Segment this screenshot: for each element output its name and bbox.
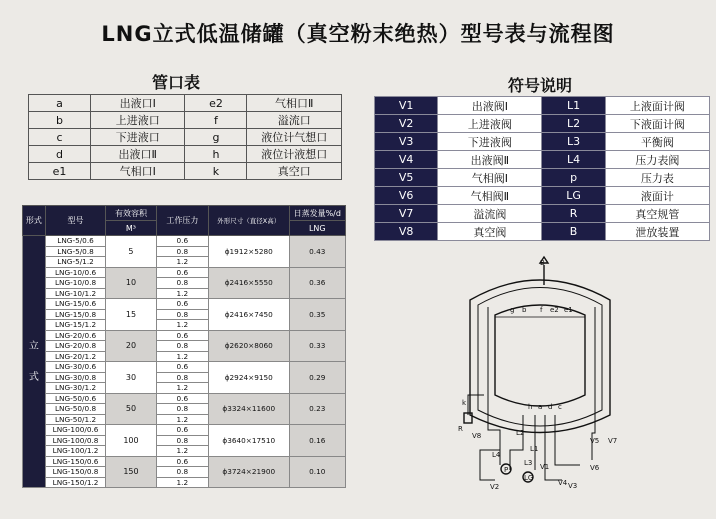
pressure-cell: 1.2 xyxy=(156,288,208,299)
symbol-name: 出液阀Ⅱ xyxy=(438,151,542,169)
pressure-cell: 0.8 xyxy=(156,246,208,257)
evap-cell: 0.23 xyxy=(289,393,345,425)
model-name: LNG-5/0.8 xyxy=(45,246,105,257)
pipe-code: d xyxy=(29,146,91,163)
label-c: c xyxy=(558,403,562,411)
evap-cell: 0.35 xyxy=(289,299,345,331)
size-cell: ϕ2620×8060 xyxy=(208,330,289,362)
size-cell: ϕ3640×17510 xyxy=(208,425,289,457)
volume-cell: 20 xyxy=(106,330,156,362)
symbol-code: V3 xyxy=(375,133,438,151)
symbol-name: 压力表 xyxy=(605,169,709,187)
evap-cell: 0.33 xyxy=(289,330,345,362)
size-cell: ϕ2416×5550 xyxy=(208,267,289,299)
symbol-code: V6 xyxy=(375,187,438,205)
pressure-cell: 0.8 xyxy=(156,372,208,383)
symbol-code: L4 xyxy=(542,151,605,169)
header-volume-unit: M³ xyxy=(106,221,156,236)
symbol-row xyxy=(375,133,710,151)
label-V4: V4 xyxy=(558,479,568,487)
volume-cell: 15 xyxy=(106,299,156,331)
symbol-code: p xyxy=(542,169,605,187)
header-pressure: 工作压力 xyxy=(156,206,208,236)
pipe-code: h xyxy=(185,146,247,163)
symbol-code: L3 xyxy=(542,133,605,151)
pipe-name: 液位计气想口 xyxy=(247,129,342,146)
pipe-name: 上进液口 xyxy=(90,112,185,129)
pressure-cell: 1.2 xyxy=(156,446,208,457)
pipe-table-heading: 管口表 xyxy=(152,73,201,92)
symbol-name: 真空规管 xyxy=(605,205,709,223)
pipe-row xyxy=(29,146,342,163)
symbol-row xyxy=(375,151,710,169)
model-name: LNG-20/1.2 xyxy=(45,351,105,362)
symbol-name: 气相阀Ⅱ xyxy=(438,187,542,205)
pressure-cell: 1.2 xyxy=(156,414,208,425)
pipe-name: 气相口Ⅰ xyxy=(90,163,185,180)
model-name: LNG-20/0.6 xyxy=(45,330,105,341)
pipe-row xyxy=(29,112,342,129)
symbol-name: 出液阀Ⅰ xyxy=(438,97,542,115)
label-V1: V1 xyxy=(540,463,550,471)
label-h: h xyxy=(528,403,533,411)
model-row xyxy=(23,267,346,278)
model-name: LNG-5/0.6 xyxy=(45,236,105,247)
pipe-code: g xyxy=(185,129,247,146)
size-cell: ϕ2416×7450 xyxy=(208,299,289,331)
model-name: LNG-10/0.6 xyxy=(45,267,105,278)
label-L2: L2 xyxy=(516,429,525,437)
pipe-row xyxy=(29,95,342,112)
model-name: LNG-15/1.2 xyxy=(45,320,105,331)
symbol-code: V1 xyxy=(375,97,438,115)
model-name: LNG-100/0.6 xyxy=(45,425,105,436)
label-V3: V3 xyxy=(568,482,578,490)
model-name: LNG-5/1.2 xyxy=(45,257,105,268)
pressure-cell: 0.6 xyxy=(156,299,208,310)
pressure-cell: 0.6 xyxy=(156,425,208,436)
label-e2: e2 xyxy=(550,306,559,314)
pressure-cell: 0.8 xyxy=(156,278,208,289)
model-name: LNG-150/0.6 xyxy=(45,456,105,467)
label-V2: V2 xyxy=(490,483,500,491)
header-evap-sub: LNG xyxy=(289,221,345,236)
header-model: 型号 xyxy=(45,206,105,236)
label-P: P xyxy=(504,466,509,474)
pressure-cell: 1.2 xyxy=(156,320,208,331)
symbol-name: 液面计 xyxy=(605,187,709,205)
pipe-table xyxy=(28,94,342,180)
evap-cell: 0.29 xyxy=(289,362,345,394)
model-row xyxy=(23,456,346,467)
model-row xyxy=(23,362,346,373)
label-V6: V6 xyxy=(590,464,600,472)
symbol-name: 气相阀Ⅰ xyxy=(438,169,542,187)
symbol-row xyxy=(375,97,710,115)
symbol-name: 上进液阀 xyxy=(438,115,542,133)
pressure-cell: 1.2 xyxy=(156,477,208,488)
pressure-cell: 1.2 xyxy=(156,383,208,394)
symbol-row xyxy=(375,169,710,187)
symbol-row xyxy=(375,115,710,133)
label-B: B xyxy=(540,259,545,267)
symbol-code: V5 xyxy=(375,169,438,187)
symbol-code: B xyxy=(542,223,605,241)
symbol-code: V2 xyxy=(375,115,438,133)
pipe-code: e2 xyxy=(185,95,247,112)
pressure-cell: 0.6 xyxy=(156,236,208,247)
pipe-name: 出液口Ⅱ xyxy=(90,146,185,163)
model-name: LNG-20/0.8 xyxy=(45,341,105,352)
label-LG: LG xyxy=(524,474,534,482)
pipe-name: 出液口Ⅰ xyxy=(90,95,185,112)
pressure-cell: 1.2 xyxy=(156,257,208,268)
label-b: b xyxy=(522,306,527,314)
evap-cell: 0.43 xyxy=(289,236,345,268)
pressure-cell: 0.8 xyxy=(156,467,208,478)
label-V7: V7 xyxy=(608,437,618,445)
pipe-name: 下进液口 xyxy=(90,129,185,146)
label-k: k xyxy=(462,399,467,407)
label-d: d xyxy=(548,403,553,411)
label-R: R xyxy=(458,425,463,433)
label-L3: L3 xyxy=(524,459,533,467)
size-cell: ϕ1912×5280 xyxy=(208,236,289,268)
size-cell: ϕ3724×21900 xyxy=(208,456,289,488)
symbol-row xyxy=(375,223,710,241)
model-name: LNG-100/1.2 xyxy=(45,446,105,457)
pipe-code: a xyxy=(29,95,91,112)
symbol-name: 上液面计阀 xyxy=(605,97,709,115)
model-name: LNG-50/0.8 xyxy=(45,404,105,415)
label-L1: L1 xyxy=(530,445,539,453)
pipe-code: k xyxy=(185,163,247,180)
symbol-name: 下液面计阀 xyxy=(605,115,709,133)
evap-cell: 0.10 xyxy=(289,456,345,488)
label-V5: V5 xyxy=(590,437,600,445)
symbol-name: 泄放装置 xyxy=(605,223,709,241)
pressure-cell: 0.8 xyxy=(156,435,208,446)
symbol-table-heading: 符号说明 xyxy=(508,76,573,95)
model-name: LNG-30/1.2 xyxy=(45,383,105,394)
model-name: LNG-30/0.6 xyxy=(45,362,105,373)
model-name: LNG-50/0.6 xyxy=(45,393,105,404)
label-a: a xyxy=(538,403,543,411)
inner-vessel xyxy=(495,305,585,406)
model-name: LNG-15/0.6 xyxy=(45,299,105,310)
pressure-cell: 0.8 xyxy=(156,341,208,352)
symbol-name: 真空阀 xyxy=(438,223,542,241)
symbol-code: LG xyxy=(542,187,605,205)
volume-cell: 150 xyxy=(106,456,156,488)
model-row xyxy=(23,330,346,341)
pressure-cell: 0.8 xyxy=(156,309,208,320)
pressure-cell: 0.6 xyxy=(156,456,208,467)
model-table xyxy=(22,205,346,488)
label-e1: e1 xyxy=(564,306,573,314)
symbol-code: R xyxy=(542,205,605,223)
form-cell xyxy=(23,236,46,488)
form-label: 式 xyxy=(28,371,39,383)
volume-cell: 100 xyxy=(106,425,156,457)
size-cell: ϕ3324×11600 xyxy=(208,393,289,425)
volume-cell: 30 xyxy=(106,362,156,394)
pipe-row xyxy=(29,129,342,146)
pressure-cell: 0.6 xyxy=(156,362,208,373)
label-f: f xyxy=(540,306,543,314)
model-name: LNG-150/0.8 xyxy=(45,467,105,478)
model-name: LNG-50/1.2 xyxy=(45,414,105,425)
symbol-name: 溢流阀 xyxy=(438,205,542,223)
flow-diagram xyxy=(440,255,640,501)
pipe-left xyxy=(488,307,500,465)
pipe-row xyxy=(29,163,342,180)
pipe-name: 气相口Ⅱ xyxy=(247,95,342,112)
model-row xyxy=(23,425,346,436)
pipe-code: b xyxy=(29,112,91,129)
evap-cell: 0.16 xyxy=(289,425,345,457)
volume-cell: 10 xyxy=(106,267,156,299)
symbol-code: V7 xyxy=(375,205,438,223)
symbol-code: V8 xyxy=(375,223,438,241)
pipe-code: c xyxy=(29,129,91,146)
symbol-name: 平衡阀 xyxy=(605,133,709,151)
volume-cell: 5 xyxy=(106,236,156,268)
size-cell: ϕ2924×9150 xyxy=(208,362,289,394)
header-evap: 日蒸发量%/d xyxy=(289,206,345,221)
pipe-name: 溢流口 xyxy=(247,112,342,129)
model-row xyxy=(23,393,346,404)
header-volume: 有效容积 xyxy=(106,206,156,221)
label-V8: V8 xyxy=(472,432,482,440)
model-row xyxy=(23,236,346,247)
model-name: LNG-10/1.2 xyxy=(45,288,105,299)
form-label: 立 xyxy=(28,340,39,352)
model-name: LNG-15/0.8 xyxy=(45,309,105,320)
pressure-cell: 0.6 xyxy=(156,393,208,404)
model-name: LNG-10/0.8 xyxy=(45,278,105,289)
pipe-name: 真空口 xyxy=(247,163,342,180)
symbol-row xyxy=(375,187,710,205)
symbol-code: L2 xyxy=(542,115,605,133)
header-form: 形式 xyxy=(23,206,46,236)
pipe-name: 液位计液想口 xyxy=(247,146,342,163)
pipe-code: f xyxy=(185,112,247,129)
model-name: LNG-100/0.8 xyxy=(45,435,105,446)
symbol-code: V4 xyxy=(375,151,438,169)
pressure-cell: 0.6 xyxy=(156,267,208,278)
label-L4: L4 xyxy=(492,451,501,459)
symbol-name: 压力表阀 xyxy=(605,151,709,169)
model-row xyxy=(23,299,346,310)
pressure-cell: 0.6 xyxy=(156,330,208,341)
model-name: LNG-30/0.8 xyxy=(45,372,105,383)
evap-cell: 0.36 xyxy=(289,267,345,299)
page-title: LNG立式低温储罐（真空粉末绝热）型号表与流程图 xyxy=(101,22,615,46)
pipe-code: e1 xyxy=(29,163,91,180)
symbol-name: 下进液阀 xyxy=(438,133,542,151)
pressure-cell: 0.8 xyxy=(156,404,208,415)
symbol-code: L1 xyxy=(542,97,605,115)
symbol-table xyxy=(374,96,710,241)
header-size: 外形尺寸（直径X高） xyxy=(208,206,289,236)
model-name: LNG-150/1.2 xyxy=(45,477,105,488)
symbol-row xyxy=(375,205,710,223)
pressure-cell: 1.2 xyxy=(156,351,208,362)
label-g: g xyxy=(510,306,515,314)
volume-cell: 50 xyxy=(106,393,156,425)
